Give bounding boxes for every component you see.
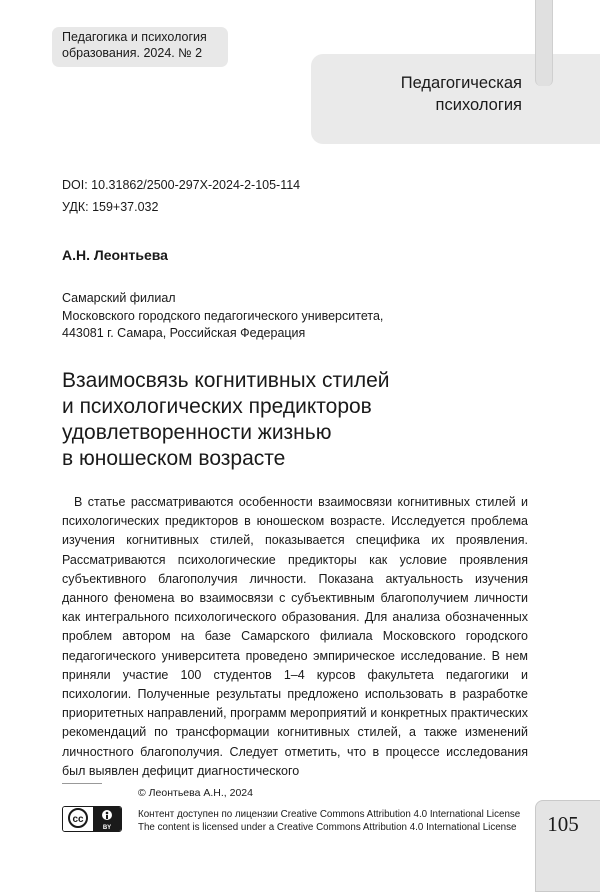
abstract-text: В статье рассматриваются особенности взаимосвязи когнитивных стилей и психологических предикторов в юношеском возрасте. Исследуется проблема изучения когнитивных стилей, показывается специфика их проявления. Рассматриваются психологические предикторы как условие проявления субъективного благополучия личности. Показана актуальность изучения данного феномена во взаимосвязи с субъективным благополучием личности как интегрального психологического образования. Для анализа обозначенных проблем автором на базе Самарского филиала Московского городского педагогического университета проведено эмпирическое исследование. В нем приняли участие 100 студентов 1–4 курсов факультета педагогики и психологии. Полученные результаты предложено использовать в разработке приоритетных направлений, программ мероприятий и конкретных практических рекомендаций по трансформации когнитивных стилей, а также изменений личностного благополучия. Следует отметить, что в процессе исследования был выявлен дефицит диагностического	[62, 495, 528, 778]
section-title	[330, 72, 522, 116]
license-en: The content is licensed under a Creative Commons Attribution 4.0 International License	[138, 822, 517, 833]
license-text	[138, 808, 520, 834]
article-title-line2: и психологических предикторов	[62, 395, 372, 418]
affiliation-line1: Самарский филиал	[62, 291, 176, 305]
affiliation	[62, 290, 383, 343]
cc-badge-by: BY	[102, 825, 112, 831]
license-ru: Контент доступен по лицензии Creative Commons Attribution 4.0 International License	[138, 809, 521, 820]
journal-title	[62, 29, 232, 61]
section-tab-marker	[535, 0, 553, 86]
udk: УДК: 159+37.032	[62, 200, 159, 214]
journal-title-line1: Педагогика и психология	[62, 30, 207, 44]
cc-by-license-icon	[62, 806, 122, 832]
doi: DOI: 10.31862/2500-297X-2024-2-105-114	[62, 178, 301, 192]
page-number: 105	[547, 812, 579, 836]
article-title-line3: удовлетворенности жизнью	[62, 421, 332, 444]
affiliation-line2: Московского городского педагогического университета,	[62, 308, 384, 323]
article-title-line1: Взаимосвязь когнитивных стилей	[62, 369, 390, 392]
section-title-line1: Педагогическая	[400, 74, 522, 92]
affiliation-line3: 443081 г. Самара, Российская Федерация	[62, 326, 306, 340]
abstract	[62, 493, 528, 781]
journal-title-line2: образования. 2024. № 2	[62, 46, 203, 60]
article-title-line4: в юношеском возрасте	[62, 447, 286, 470]
cc-badge-cc: cc	[72, 814, 84, 825]
copyright: © Леонтьева А.Н., 2024	[138, 787, 253, 799]
section-title-line2: психология	[435, 96, 522, 114]
footer-divider	[62, 783, 102, 784]
article-title	[62, 368, 482, 472]
author-name: А.Н. Леонтьева	[62, 247, 168, 263]
